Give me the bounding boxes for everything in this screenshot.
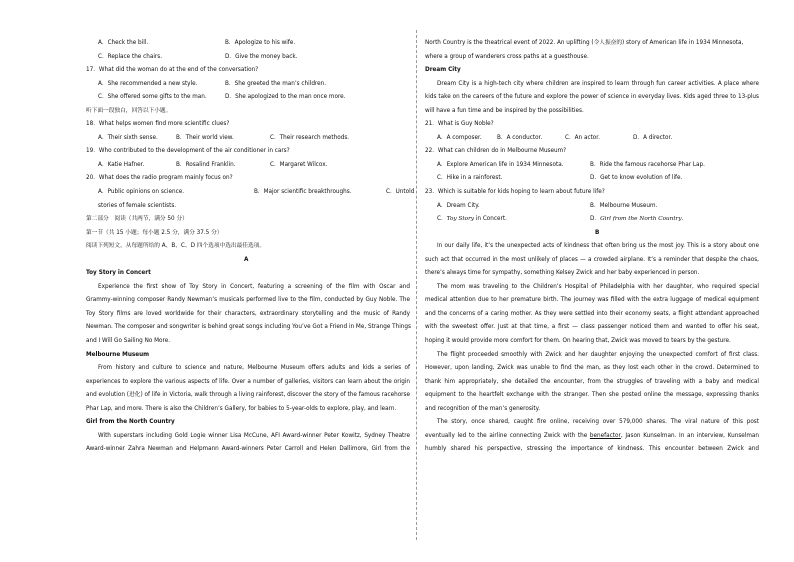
b-p3-line-1 xyxy=(425,350,759,364)
q16-option-a: A．Check the bill. xyxy=(98,40,149,46)
museum-text-2: experiences to explore the various aspects of life. Over a number of galleries, visitors can learn about the origin xyxy=(86,378,410,385)
q21-option-d: D．A director. xyxy=(633,134,673,141)
museum-line-2 xyxy=(86,377,410,391)
b-p2-line-1 xyxy=(425,282,759,296)
toy-story-line-3 xyxy=(86,309,410,323)
q23-option-a: A．Dream City. xyxy=(437,202,480,209)
q20-line xyxy=(86,173,410,187)
section1-heading-line xyxy=(86,228,410,242)
girl-cont-text-1: North Country is the theatrical event of 2022. An uplifting (令人振奋的) story of American life in 1934 Minnesota, xyxy=(425,40,744,46)
b-p4-line-2 xyxy=(425,431,759,445)
q21-option-c: C．An actor. xyxy=(565,134,600,141)
q18-option-b: B．Their world view. xyxy=(176,134,234,141)
column-divider xyxy=(416,30,417,540)
q16-option-b: B．Apologize to his wife. xyxy=(225,40,296,46)
b-p2-text-1: The mom was traveling to the Children’s Hospital of Philadelphia with her daughter, who required special xyxy=(437,283,759,290)
q22-option-a: A．Explore American life in 1934 Minnesota. xyxy=(437,161,564,168)
b-p4-text-2 xyxy=(425,434,759,440)
girl-text-1: With superstars including Gold Logie winner Lisa McCune, AFI Award-winner Peter Kowitz, Sydney Theatre xyxy=(98,432,410,439)
b-p2-text-3: and the concerns of a caring mother. As they were settled into their economy seats, a flight attendant approached xyxy=(425,310,759,317)
q23-option-d xyxy=(590,217,683,223)
b-p3-line-3 xyxy=(425,377,759,391)
toy-story-line-5 xyxy=(86,336,410,350)
b-p3-line-2 xyxy=(425,363,759,377)
q23-option-d-title: Girl from the North Country xyxy=(600,216,682,223)
listen-instruction-line xyxy=(86,106,410,120)
dream-title-line xyxy=(425,65,759,79)
part2-heading-line xyxy=(86,214,410,228)
dream-text-2: kids take on the careers of the future and explore the power of science in everyday lives. Kids aged three to 13-plus xyxy=(425,94,759,101)
reading-instruction: 阅读下列短文，从每题所给的 A、B、C、D 四个选项中选出最佳选项。 xyxy=(86,243,266,250)
b-p3-text-3: thank him appropriately, she detailed the encounter, from the struggles of traveling with a baby and medical xyxy=(425,378,759,385)
b-p1-text-2: such act that occurred in the most unlikely of places — a crowded airplane. It’s a reminder that despite the chaos, xyxy=(425,256,759,263)
q19-option-a: A．Katie Hafner. xyxy=(98,161,145,168)
b-p4-text-2-before: eventually led to the airline connecting Zwick with the xyxy=(425,432,590,439)
b-p1-line-1 xyxy=(425,241,759,255)
q22-option-c: C．Hike in a rainforest. xyxy=(437,175,503,182)
q17-options-row-2 xyxy=(86,92,410,106)
q20-option-c-continued: stories of female scientists. xyxy=(98,202,177,209)
benefactor-word: benefactor xyxy=(589,432,621,439)
q23-question: 23．Which is suitable for kids hoping to learn about future life? xyxy=(425,189,605,196)
reading-instruction-line xyxy=(86,241,410,255)
dream-text-1: Dream City is a high-tech city where children are inspired to learn through fun career activities. A place where xyxy=(437,80,759,87)
girl-title: Girl from the North Country xyxy=(86,419,175,426)
q16-options-row-1 xyxy=(86,38,410,52)
b-p2-line-2 xyxy=(425,295,759,309)
q21-option-b: B．A conductor. xyxy=(497,134,543,141)
q20-option-b: B．Major scientific breakthroughs. xyxy=(254,189,352,196)
dream-title: Dream City xyxy=(425,67,461,74)
q17-line xyxy=(86,65,410,79)
passage-a-label-line xyxy=(86,255,410,269)
b-p1-line-2 xyxy=(425,255,759,269)
q23-line xyxy=(425,187,759,201)
q18-option-c: C．Their research methods. xyxy=(270,134,350,141)
toy-story-line-1 xyxy=(86,282,410,296)
b-p4-text-2-after: , Jason Kunselman. In an interview, Kunselman xyxy=(620,432,760,439)
b-p2-text-4: with the sweetest offer. Just at that time, a first — class passenger noticed them and wanted to offer his seat, xyxy=(425,324,759,331)
girl-cont-line-1 xyxy=(425,38,759,52)
q19-option-c: C．Margaret Wilcox. xyxy=(270,161,328,168)
q22-options-row-2 xyxy=(425,173,759,187)
q18-option-a: A．Their sixth sense. xyxy=(98,134,158,141)
q22-option-b: B．Ride the famous racehorse Phar Lap. xyxy=(590,161,705,168)
b-p4-line-1 xyxy=(425,417,759,431)
q19-options-row xyxy=(86,160,410,174)
q22-options-row-1 xyxy=(425,160,759,174)
q19-question: 19．Who contributed to the development of the air conditioner in cars? xyxy=(86,148,290,155)
b-p4-line-3 xyxy=(425,444,759,458)
girl-cont-text-2: where a group of wanderers cross paths at a guesthouse. xyxy=(425,53,589,60)
toy-story-title: Toy Story in Concert xyxy=(86,270,151,277)
museum-line-3 xyxy=(86,390,410,404)
q23-option-c xyxy=(437,217,507,223)
b-p3-line-5 xyxy=(425,404,759,418)
toy-story-text-2: Grammy-winning composer Randy Newman’s musicals performed live to the film, conducted by Guy Noble. The xyxy=(86,297,410,304)
q23-option-c-prefix: C． xyxy=(437,216,447,223)
toy-story-line-2 xyxy=(86,295,410,309)
q16-option-c: C．Replace the chairs. xyxy=(98,53,163,60)
q23-options-row-1 xyxy=(425,201,759,215)
b-p3-text-4: equipment to the heartfelt exchange with the stranger. Then she posted online the message, expressing thanks xyxy=(425,392,759,399)
q16-option-d: D．Give the money back. xyxy=(225,53,298,60)
dream-text-3: will have a fun time and be inspired by the possibilities. xyxy=(425,107,584,114)
b-p2-line-5 xyxy=(425,336,759,350)
passage-b-label-line xyxy=(425,228,759,242)
b-p3-text-2: However, upon landing, Zwick was unable to find the man, as they lost each other in the crowd. Determined to xyxy=(425,365,759,372)
b-p3-text-5: and recognition of the man’s generosity. xyxy=(425,405,541,412)
q19-option-b: B．Rosalind Franklin. xyxy=(176,161,236,168)
q20-question: 20．What does the radio program mainly focus on? xyxy=(86,175,233,182)
q20-option-c: C．Untold xyxy=(386,189,415,196)
museum-line-4 xyxy=(86,404,410,418)
q23-options-row-2 xyxy=(425,214,759,228)
q16-options-row-2 xyxy=(86,52,410,66)
q17-option-c: C．She offered some gifts to the man. xyxy=(98,94,207,101)
q23-option-c-suffix: in Concert. xyxy=(474,216,507,223)
toy-story-line-4 xyxy=(86,322,410,336)
q21-options-row xyxy=(425,133,759,147)
part2-heading: 第二部分 阅读（共两节，满分 50 分） xyxy=(86,216,188,223)
toy-story-text-5: and I Will Go Sailing No More. xyxy=(86,338,171,345)
girl-line-2 xyxy=(86,444,410,458)
museum-text-4: Phar Lap, and more. There is also the Children’s Gallery, for babies to 5-year-olds to explore, play, and learn. xyxy=(86,405,397,412)
b-p4-text-3: humbly shared his perspective, stressing the importance of kindness. This encounter between Zwick and xyxy=(425,446,759,453)
q20-option-a: A．Public opinions on science. xyxy=(98,189,185,196)
b-p1-line-3 xyxy=(425,268,759,282)
q17-question: 17．What did the woman do at the end of the conversation? xyxy=(86,67,259,74)
girl-title-line xyxy=(86,417,410,431)
girl-cont-line-2 xyxy=(425,52,759,66)
b-p3-line-4 xyxy=(425,390,759,404)
listen-instruction: 听下面一段独白，回答以下小题。 xyxy=(86,107,172,114)
q23-option-b: B．Melbourne Museum. xyxy=(590,202,658,209)
q23-option-d-suffix: . xyxy=(681,216,684,223)
girl-text-2: Award-winner Zahra Newman and Helpmann Award-winners Peter Carroll and Helen Dallimore, Girl from the xyxy=(86,446,410,453)
q21-option-a: A．A composer. xyxy=(437,134,482,141)
toy-story-text-4: Newman. The composer and songwriter is behind great songs including You’ve Got a Friend in Me, Strange Things xyxy=(86,324,411,331)
q21-question: 21．What is Guy Noble? xyxy=(425,121,494,128)
q23-option-d-prefix: D． xyxy=(590,216,601,223)
toy-story-text-3: Toy Story films are loved worldwide for their characters, extraordinary storytelling and the music of Randy xyxy=(86,310,410,317)
q23-option-c-title: Toy Story xyxy=(446,216,475,223)
q19-line xyxy=(86,146,410,160)
right-column xyxy=(425,38,759,458)
toy-story-text-1: Experience the first show of Toy Story in Concert, featuring a screening of the film with Oscar and xyxy=(98,283,410,290)
b-p2-line-4 xyxy=(425,322,759,336)
museum-line-1 xyxy=(86,363,410,377)
q22-question: 22．What can children do in Melbourne Museum? xyxy=(425,148,567,155)
b-p1-text-1: In our daily life, it’s the unexpected acts of kindness that often bring us the most joy. This is a story about one xyxy=(437,243,759,250)
q20-option-c-continued-line xyxy=(86,201,410,215)
b-p3-text-1: The flight proceeded smoothly with Zwick and her daughter enjoying the unexpected comfort of first class. xyxy=(437,351,759,358)
q17-option-a: A．She recommended a new style. xyxy=(98,80,198,87)
passage-b-label: B xyxy=(595,229,600,236)
museum-text-3: and evolution (进化) of life in Victoria, walk through a living rainforest, discover the story of the famous racehorse xyxy=(86,392,410,399)
b-p1-text-3: there’s always time for sympathy, something Kelsey Zwick and her baby experienced in person. xyxy=(425,270,700,277)
q21-line xyxy=(425,119,759,133)
passage-a-label: A xyxy=(244,256,249,263)
q18-line xyxy=(86,119,410,133)
dream-line-1 xyxy=(425,79,759,93)
dream-line-3 xyxy=(425,106,759,120)
q18-question: 18．What helps women find more scientific clues? xyxy=(86,121,230,128)
q17-option-d: D．She apologized to the man once more. xyxy=(225,94,346,101)
b-p2-text-2: medical attention due to her premature birth. The journey was filled with the extra luggage of medical equipment xyxy=(425,297,759,304)
b-p2-line-3 xyxy=(425,309,759,323)
q22-option-d: D．Get to know evolution of life. xyxy=(590,175,683,182)
q18-options-row xyxy=(86,133,410,147)
q22-line xyxy=(425,146,759,160)
q20-options-row xyxy=(86,187,415,201)
toy-story-title-line xyxy=(86,268,410,282)
museum-title-line xyxy=(86,350,410,364)
museum-text-1: From history and culture to science and nature, Melbourne Museum offers adults and kids a series of xyxy=(98,365,410,372)
b-p2-text-5: hoping it would provide more comfort for them. On hearing that, Zwick was moved to tears by the gesture. xyxy=(425,338,731,345)
q17-options-row-1 xyxy=(86,79,410,93)
b-p4-text-1: The story, once shared, caught fire online, receiving over 579,000 shares. The viral nature of this post xyxy=(437,419,759,426)
girl-line-1 xyxy=(86,431,410,445)
dream-line-2 xyxy=(425,92,759,106)
museum-title: Melbourne Museum xyxy=(86,351,150,358)
section1-heading: 第一节（共 15 小题；每小题 2.5 分，满分 37.5 分） xyxy=(86,229,223,236)
q17-option-b: B．She greeted the man’s children. xyxy=(225,80,327,87)
left-column xyxy=(86,38,415,458)
